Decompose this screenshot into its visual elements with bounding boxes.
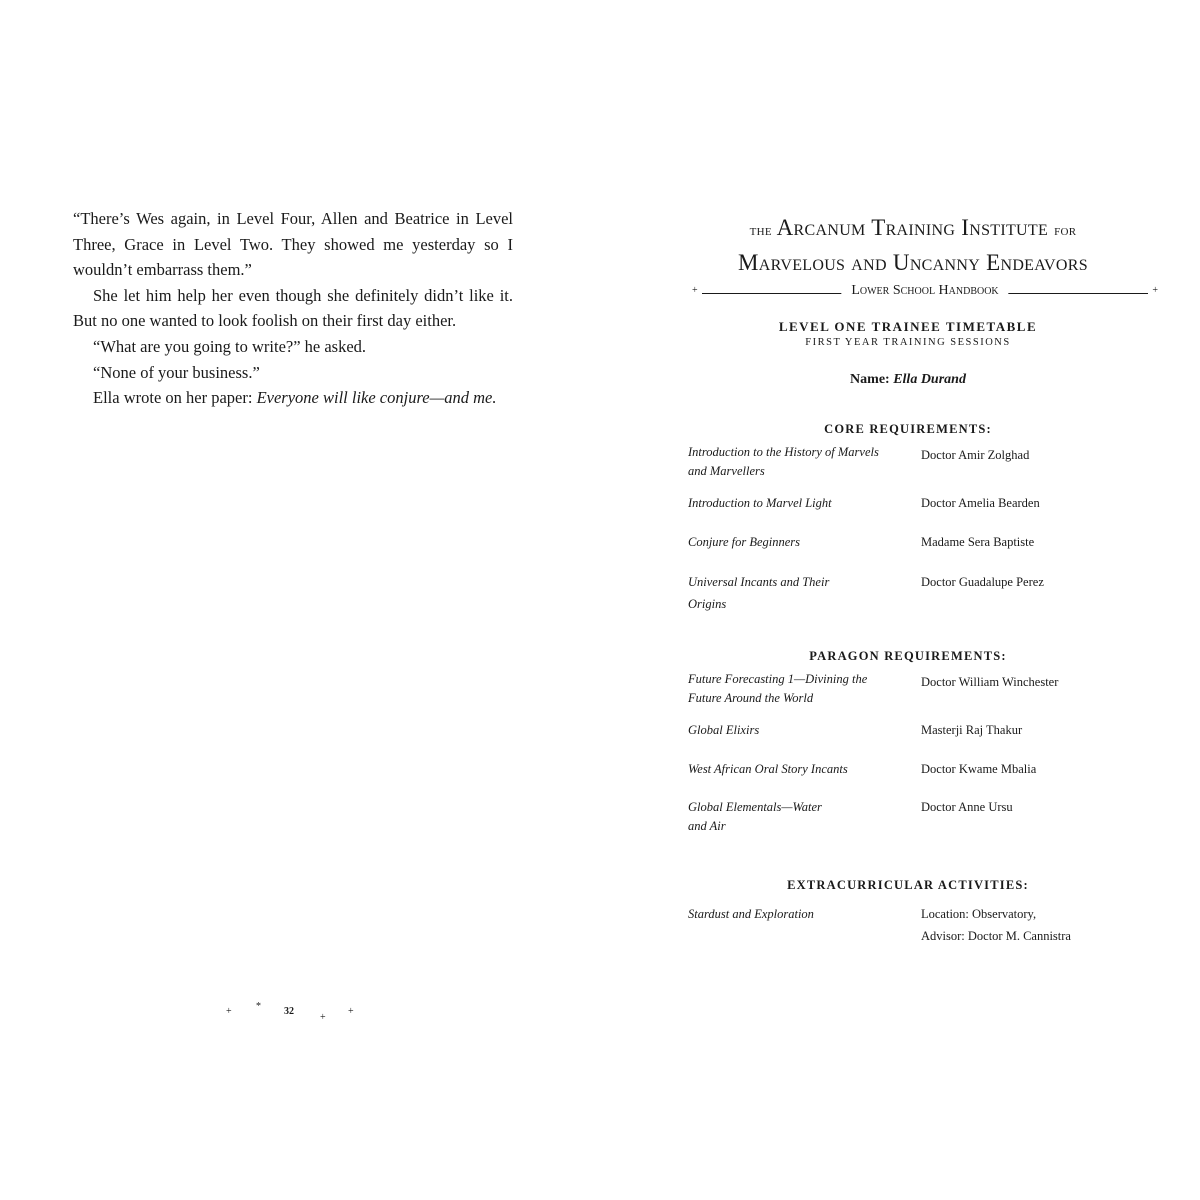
star-ornament: *	[256, 1001, 261, 1012]
title-line-2: Marvelous and Uncanny Endeavors	[738, 250, 1088, 275]
star-ornament: +	[226, 1006, 232, 1017]
timetable-subtitle: FIRST YEAR TRAINING SESSIONS	[805, 337, 1011, 348]
course-instructor: Doctor Kwame Mbalia	[921, 762, 1037, 776]
course-row	[688, 903, 1128, 943]
course-row	[688, 443, 1128, 481]
paragraph: “There’s Wes again, in Level Four, Allen and Beatrice in Level Three, Grace in Level Two. They showed me yesterday so I wouldn’t embarrass them.”	[73, 209, 513, 280]
course-instructor: Doctor Guadalupe Perez	[921, 575, 1044, 589]
course-location	[921, 903, 1071, 947]
paragraph-text: Ella wrote on her paper:	[93, 388, 257, 408]
star-ornament: +	[320, 1012, 326, 1023]
section-heading-core: CORE REQUIREMENTS:	[824, 422, 992, 436]
course-name: Conjure for Beginners	[688, 535, 801, 549]
paragraph	[73, 385, 513, 411]
star-ornament: +	[348, 1006, 354, 1017]
title-main: Arcanum Training Institute	[776, 215, 1049, 240]
course-instructor: Doctor William Winchester	[921, 675, 1059, 689]
paragraph-italic-text: Everyone will like conjure—and me.	[256, 388, 497, 408]
title-preposition: for	[1054, 223, 1077, 239]
activity-advisor: Advisor: Doctor M. Cannistra	[921, 929, 1071, 943]
institute-title	[678, 212, 1148, 279]
title-article: the	[749, 223, 772, 239]
course-name: Global Elixirs	[688, 723, 760, 737]
left-page-body	[73, 206, 513, 411]
course-name: Universal Incants and Their Origins	[688, 575, 830, 611]
timetable-title: LEVEL ONE TRAINEE TIMETABLE	[778, 319, 1038, 334]
course-instructor: Doctor Amelia Bearden	[921, 496, 1040, 510]
star-ornament: +	[692, 285, 698, 296]
title-line-1	[678, 212, 1148, 247]
course-name: Stardust and Exploration	[688, 907, 814, 921]
section-heading-extracurricular: EXTRACURRICULAR ACTIVITIES:	[787, 878, 1029, 892]
activity-location: Location: Observatory,	[921, 907, 1037, 921]
course-instructor: Masterji Raj Thakur	[921, 723, 1023, 737]
course-name: Global Elementals—Water and Air	[688, 800, 822, 833]
course-row	[688, 760, 1128, 779]
section-heading-paragon: PARAGON REQUIREMENTS:	[809, 649, 1007, 663]
course-name: Introduction to the History of Marvels and Marvellers	[688, 445, 879, 478]
trainee-name	[688, 372, 1128, 388]
course-instructor: Doctor Anne Ursu	[921, 800, 1013, 814]
course-instructor: Doctor Amir Zolghad	[921, 448, 1030, 462]
handbook-subtitle: Lower School Handbook	[841, 283, 1008, 299]
course-row	[688, 533, 1128, 552]
paragraph: “None of your business.”	[93, 362, 260, 382]
course-instructor: Madame Sera Baptiste	[921, 535, 1035, 549]
course-row	[688, 670, 1128, 708]
name-label: Name:	[850, 372, 890, 387]
page-folio	[224, 1001, 364, 1023]
course-name: West African Oral Story Incants	[688, 762, 848, 776]
course-row	[688, 798, 1128, 836]
star-ornament: +	[1152, 285, 1158, 296]
course-row	[688, 494, 1128, 513]
course-row	[688, 571, 1128, 615]
paragraph: She let him help her even though she definitely didn’t like it. But no one wanted to look foolish on their first day either.	[73, 285, 513, 331]
course-name: Introduction to Marvel Light	[688, 496, 832, 510]
subtitle-rule	[692, 283, 1158, 303]
right-page-handbook	[688, 212, 1158, 943]
page-number: 32	[284, 1006, 294, 1017]
name-value: Ella Durand	[893, 372, 966, 387]
course-name: Future Forecasting 1—Divining the Future Around the World	[688, 672, 868, 705]
paragraph: “What are you going to write?” he asked.	[93, 336, 367, 356]
course-row	[688, 721, 1128, 740]
